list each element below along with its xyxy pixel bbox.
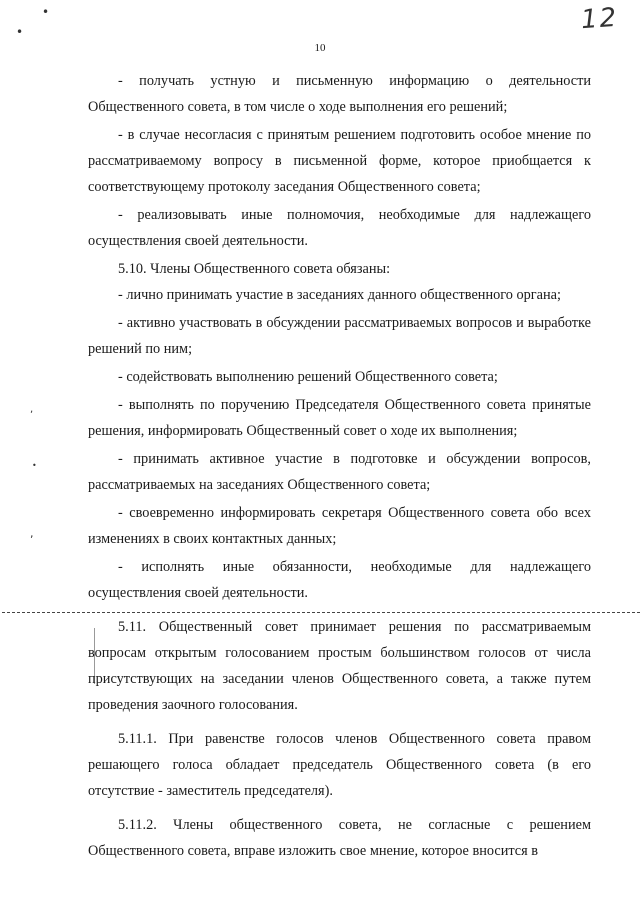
section-heading: 5.10. Члены Общественного совета обязаны: — [118, 261, 391, 277]
page-number: 10 — [314, 42, 326, 54]
paragraph: - реализовывать иные полномочия, необходимые для надлежащего осуществления своей деятельности. — [88, 207, 591, 249]
paragraph: - получать устную и письменную информацию о деятельности Общественного совета, в том числе о ходе выполнения его решений; — [88, 73, 591, 115]
paragraph: - исполнять иные обязанности, необходимые для надлежащего осуществления своей деятельности. — [88, 559, 591, 601]
paragraph: - лично принимать участие в заседаниях данного общественного органа; — [118, 287, 561, 303]
paragraph: - принимать активное участие в подготовке и обсуждении вопросов, рассматриваемых на заседаниях Общественного совета; — [88, 451, 591, 493]
paragraph: - активно участвовать в обсуждении рассматриваемых вопросов и выработке решений по ним; — [88, 315, 591, 357]
scan-speck: • — [16, 25, 24, 39]
scan-speck: , — [30, 404, 34, 415]
paragraph: - выполнять по поручению Председателя Общественного совета принятые решения, информировать Общественный совет о ходе их выполнения; — [88, 397, 591, 439]
paragraph: - своевременно информировать секретаря Общественного совета обо всех изменениях в своих контактных данных; — [88, 505, 591, 547]
paragraph: 5.11.1. При равенстве голосов членов Общественного совета правом решающего голоса обладает председатель Общественного совета (в его отсутствие - заместитель председателя). — [88, 731, 591, 799]
scan-speck: • — [42, 5, 50, 19]
paragraph: 5.11.2. Члены общественного совета, не согласные с решением Общественного совета, вправе изложить свое мнение, которое вносится в — [88, 817, 591, 859]
paragraph: - в случае несогласия с принятым решением подготовить особое мнение по рассматриваемому вопросу в письменной форме, которое приобщается к соответствующему протоколу заседания Общественного совета; — [88, 127, 591, 195]
scan-speck: , — [30, 527, 34, 540]
paragraph: 5.11. Общественный совет принимает решения по рассматриваемым вопросам открытым голосованием простым большинством голосов от числа присутствующих на заседании членов Общественного совета, а также путем проведения заочного голосования. — [88, 619, 591, 713]
handwritten-page-number: 12 — [579, 2, 620, 36]
paragraph: - содействовать выполнению решений Общественного совета; — [118, 369, 498, 385]
scan-speck: • — [32, 461, 37, 470]
document-body — [88, 68, 591, 864]
